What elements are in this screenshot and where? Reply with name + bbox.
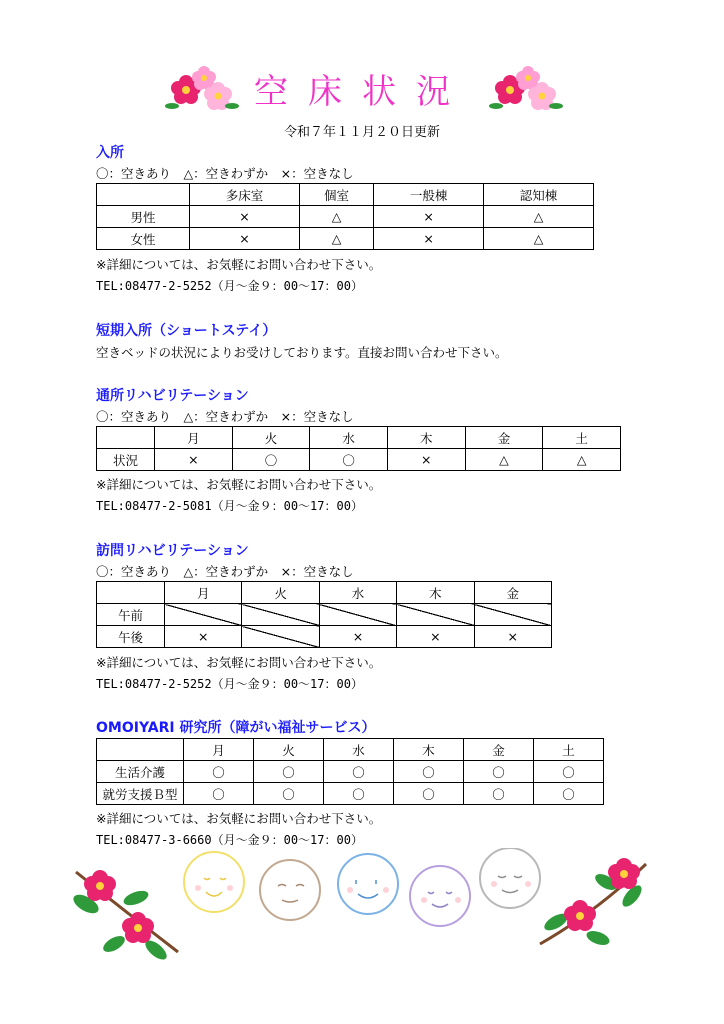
tel-omoiyari: TEL:08477-3-6660（月～金９：00～17：00）: [96, 833, 363, 847]
section-heading-short: 短期入所（ショートステイ）: [96, 323, 277, 339]
table-cell: △: [299, 206, 373, 228]
omoiyari-table: [96, 738, 604, 805]
smiley-faces-icon: [178, 848, 558, 928]
table-header: 月: [155, 427, 233, 449]
table-header: 木: [394, 739, 464, 761]
table-cell: △: [484, 228, 594, 250]
table-row: [97, 783, 604, 805]
table-cell: 〇: [184, 761, 254, 783]
table-header: 金: [465, 427, 543, 449]
table-cell: ×: [190, 228, 300, 250]
table-header: 多床室: [190, 184, 300, 206]
table-cell: △: [484, 206, 594, 228]
note-omoiyari: ※詳細については、お気軽にお問い合わせ下さい。: [96, 811, 382, 826]
table-header: 火: [242, 582, 319, 604]
table-cell: 〇: [310, 449, 388, 471]
row-label: 午後: [97, 626, 165, 648]
table-header: 土: [543, 427, 621, 449]
short-stay-text: 空きベッドの状況によりお受けしております。直接お問い合わせ下さい。: [96, 345, 508, 360]
row-label: 午前: [97, 604, 165, 626]
row-label: 状況: [97, 449, 155, 471]
table-cell: ×: [155, 449, 233, 471]
homon-table: [96, 581, 552, 648]
tel-nyusho: TEL:08477-2-5252（月～金９：00～17：00）: [96, 279, 363, 293]
table-cell: ×: [190, 206, 300, 228]
row-label: 生活介護: [97, 761, 184, 783]
table-cell-unavailable: [397, 604, 474, 626]
table-cell: 〇: [184, 783, 254, 805]
table-cell: ×: [374, 206, 484, 228]
table-cell: ×: [374, 228, 484, 250]
table-header: 木: [397, 582, 474, 604]
table-cell-unavailable: [319, 604, 396, 626]
table-cell: 〇: [464, 783, 534, 805]
camellia-branch-left-icon: [66, 862, 186, 962]
section-heading-homon: 訪問リハビリテーション: [96, 543, 249, 559]
tel-tsusho: TEL:08477-2-5081（月～金９：00～17：00）: [96, 499, 363, 513]
table-cell: 〇: [324, 783, 394, 805]
table-cell-unavailable: [242, 604, 319, 626]
section-heading-nyusho: 入所: [96, 145, 124, 161]
table-header: 土: [534, 739, 604, 761]
table-cell: 〇: [534, 761, 604, 783]
tsusho-table: [96, 426, 621, 471]
row-label: 就労支援Ｂ型: [97, 783, 184, 805]
table-cell: 〇: [464, 761, 534, 783]
table-row: [97, 626, 552, 648]
table-header: 金: [474, 582, 551, 604]
table-cell: 〇: [324, 761, 394, 783]
table-header: 月: [184, 739, 254, 761]
section-heading-omoiyari: OMOIYARI 研究所（障がい福祉サービス）: [96, 720, 376, 736]
updated-date: 令和７年１１月２０日更新: [283, 125, 440, 140]
table-cell: ×: [387, 449, 465, 471]
note-tsusho: ※詳細については、お気軽にお問い合わせ下さい。: [96, 477, 382, 492]
table-cell: △: [299, 228, 373, 250]
table-header: 水: [319, 582, 396, 604]
table-header-corner: [97, 582, 165, 604]
nyusho-table: [96, 183, 594, 250]
tel-homon: TEL:08477-2-5252（月～金９：00～17：00）: [96, 677, 363, 691]
table-header-corner: [97, 739, 184, 761]
section-heading-tsusho: 通所リハビリテーション: [96, 388, 249, 404]
table-row: [97, 228, 594, 250]
table-row: [97, 449, 621, 471]
page-title: 空床状況: [254, 72, 470, 112]
table-row: [97, 206, 594, 228]
table-header: 認知棟: [484, 184, 594, 206]
note-homon: ※詳細については、お気軽にお問い合わせ下さい。: [96, 655, 382, 670]
legend-homon: 〇：空きあり △：空きわずか ×：空きなし: [96, 564, 354, 579]
table-header-corner: [97, 184, 190, 206]
table-cell: △: [465, 449, 543, 471]
table-header: 火: [254, 739, 324, 761]
table-cell: ×: [319, 626, 396, 648]
table-header-corner: [97, 427, 155, 449]
table-cell: 〇: [254, 783, 324, 805]
table-row: [97, 604, 552, 626]
table-header: 木: [387, 427, 465, 449]
table-cell-unavailable: [242, 626, 319, 648]
legend-tsusho: 〇：空きあり △：空きわずか ×：空きなし: [96, 409, 354, 424]
table-cell: ×: [397, 626, 474, 648]
table-cell: △: [543, 449, 621, 471]
table-cell: 〇: [394, 761, 464, 783]
table-cell: 〇: [394, 783, 464, 805]
table-cell: 〇: [534, 783, 604, 805]
table-header: 水: [324, 739, 394, 761]
legend-nyusho: 〇：空きあり △：空きわずか ×：空きなし: [96, 166, 354, 181]
table-cell: 〇: [232, 449, 310, 471]
table-header: 月: [165, 582, 242, 604]
table-header: 個室: [299, 184, 373, 206]
table-header: 水: [310, 427, 388, 449]
table-cell: ×: [165, 626, 242, 648]
table-cell: ×: [474, 626, 551, 648]
table-header: 金: [464, 739, 534, 761]
table-header: 火: [232, 427, 310, 449]
table-cell: 〇: [254, 761, 324, 783]
table-header: 一般棟: [374, 184, 484, 206]
table-row: [97, 761, 604, 783]
table-cell-unavailable: [474, 604, 551, 626]
table-cell-unavailable: [165, 604, 242, 626]
note-nyusho: ※詳細については、お気軽にお問い合わせ下さい。: [96, 257, 382, 272]
row-label: 男性: [97, 206, 190, 228]
row-label: 女性: [97, 228, 190, 250]
